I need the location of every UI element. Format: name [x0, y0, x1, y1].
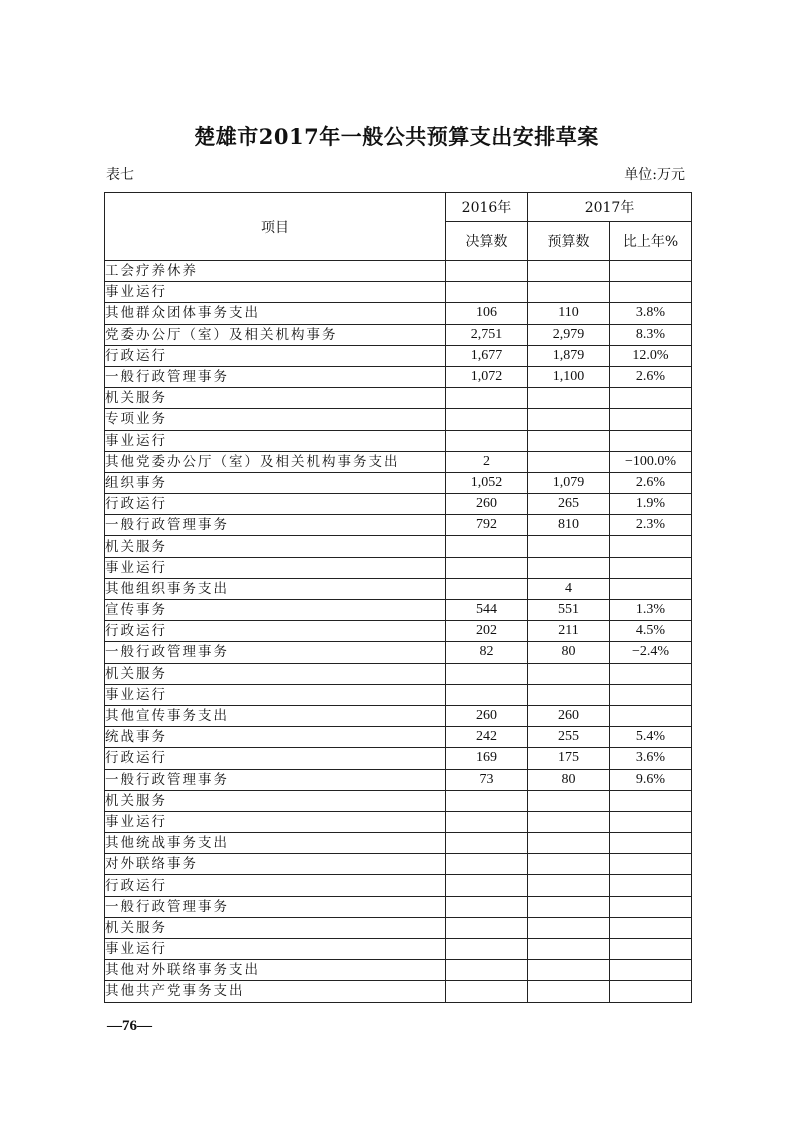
table-row [105, 875, 692, 896]
change-percent-cell: 1.9% [610, 494, 692, 515]
budget-amount-cell [528, 557, 610, 578]
budget-amount-cell: 551 [528, 600, 610, 621]
row-name-cell: 其他共产党事务支出 [105, 981, 446, 1002]
change-percent-cell [610, 282, 692, 303]
final-amount-cell: 106 [446, 303, 528, 324]
final-amount-cell [446, 811, 528, 832]
page-number: —76— [107, 1018, 152, 1034]
table-row [105, 261, 692, 282]
table-row [105, 409, 692, 430]
change-percent-cell [610, 430, 692, 451]
row-name-cell: 事业运行 [105, 684, 446, 705]
budget-amount-cell [528, 282, 610, 303]
table-row [105, 557, 692, 578]
change-percent-cell [610, 790, 692, 811]
table-row [105, 642, 692, 663]
change-percent-cell [610, 811, 692, 832]
row-name-cell: 行政运行 [105, 875, 446, 896]
change-percent-cell [610, 578, 692, 599]
page-title: 楚雄市2017年一般公共预算支出安排草案 [194, 124, 599, 149]
final-amount-cell [446, 833, 528, 854]
change-percent-cell: 1.3% [610, 600, 692, 621]
budget-amount-cell [528, 939, 610, 960]
change-percent-cell [610, 875, 692, 896]
budget-amount-cell [528, 536, 610, 557]
budget-amount-cell [528, 409, 610, 430]
row-name-cell: 事业运行 [105, 282, 446, 303]
final-amount-cell: 2 [446, 451, 528, 472]
table-row [105, 684, 692, 705]
table-row [105, 621, 692, 642]
change-percent-cell [610, 896, 692, 917]
unit-label: 单位:万元 [624, 167, 685, 183]
final-amount-cell: 260 [446, 494, 528, 515]
table-row [105, 663, 692, 684]
budget-amount-cell [528, 811, 610, 832]
final-amount-cell [446, 854, 528, 875]
row-name-cell: 其他对外联络事务支出 [105, 960, 446, 981]
row-name-cell: 机关服务 [105, 663, 446, 684]
final-amount-cell [446, 282, 528, 303]
budget-amount-cell: 1,879 [528, 345, 610, 366]
row-name-cell: 一般行政管理事务 [105, 642, 446, 663]
row-name-cell: 其他党委办公厅（室）及相关机构事务支出 [105, 451, 446, 472]
final-amount-cell: 82 [446, 642, 528, 663]
final-amount-cell [446, 981, 528, 1002]
table-row [105, 430, 692, 451]
row-name-cell: 行政运行 [105, 494, 446, 515]
change-percent-cell [610, 960, 692, 981]
final-amount-cell [446, 536, 528, 557]
row-name-cell: 其他统战事务支出 [105, 833, 446, 854]
budget-amount-cell [528, 833, 610, 854]
change-percent-cell [610, 684, 692, 705]
final-amount-cell: 260 [446, 705, 528, 726]
budget-amount-cell [528, 896, 610, 917]
row-name-cell: 事业运行 [105, 939, 446, 960]
row-name-cell: 其他群众团体事务支出 [105, 303, 446, 324]
budget-amount-cell: 110 [528, 303, 610, 324]
table-row [105, 748, 692, 769]
row-name-cell: 组织事务 [105, 472, 446, 493]
budget-amount-cell [528, 261, 610, 282]
table-row [105, 282, 692, 303]
table-row [105, 515, 692, 536]
header-change-percent: 比上年% [610, 222, 692, 261]
budget-amount-cell: 4 [528, 578, 610, 599]
table-row [105, 854, 692, 875]
budget-amount-cell: 810 [528, 515, 610, 536]
final-amount-cell [446, 960, 528, 981]
final-amount-cell [446, 409, 528, 430]
budget-amount-cell: 211 [528, 621, 610, 642]
table-row [105, 917, 692, 938]
row-name-cell: 事业运行 [105, 430, 446, 451]
row-name-cell: 机关服务 [105, 917, 446, 938]
budget-amount-cell [528, 790, 610, 811]
budget-amount-cell: 2,979 [528, 324, 610, 345]
final-amount-cell: 1,052 [446, 472, 528, 493]
change-percent-cell [610, 854, 692, 875]
budget-amount-cell [528, 981, 610, 1002]
row-name-cell: 机关服务 [105, 790, 446, 811]
row-name-cell: 行政运行 [105, 748, 446, 769]
change-percent-cell: 4.5% [610, 621, 692, 642]
row-name-cell: 党委办公厅（室）及相关机构事务 [105, 324, 446, 345]
row-name-cell: 其他组织事务支出 [105, 578, 446, 599]
budget-amount-cell [528, 430, 610, 451]
budget-amount-cell [528, 388, 610, 409]
final-amount-cell [446, 663, 528, 684]
budget-amount-cell: 1,079 [528, 472, 610, 493]
final-amount-cell: 202 [446, 621, 528, 642]
budget-amount-cell: 175 [528, 748, 610, 769]
row-name-cell: 一般行政管理事务 [105, 366, 446, 387]
final-amount-cell [446, 388, 528, 409]
row-name-cell: 机关服务 [105, 536, 446, 557]
change-percent-cell: 2.6% [610, 472, 692, 493]
change-percent-cell: 9.6% [610, 769, 692, 790]
budget-amount-cell: 80 [528, 642, 610, 663]
final-amount-cell [446, 896, 528, 917]
final-amount-cell [446, 917, 528, 938]
final-amount-cell: 2,751 [446, 324, 528, 345]
table-row [105, 536, 692, 557]
final-amount-cell [446, 939, 528, 960]
change-percent-cell [610, 388, 692, 409]
final-amount-cell: 1,677 [446, 345, 528, 366]
budget-amount-cell [528, 854, 610, 875]
budget-amount-cell: 265 [528, 494, 610, 515]
budget-amount-cell [528, 875, 610, 896]
row-name-cell: 机关服务 [105, 388, 446, 409]
final-amount-cell [446, 875, 528, 896]
row-name-cell: 其他宣传事务支出 [105, 705, 446, 726]
change-percent-cell: 5.4% [610, 727, 692, 748]
row-name-cell: 一般行政管理事务 [105, 896, 446, 917]
table-row [105, 366, 692, 387]
change-percent-cell: −100.0% [610, 451, 692, 472]
table-row [105, 939, 692, 960]
final-amount-cell: 73 [446, 769, 528, 790]
final-amount-cell: 242 [446, 727, 528, 748]
budget-table [104, 192, 692, 1003]
table-row [105, 303, 692, 324]
change-percent-cell: 3.8% [610, 303, 692, 324]
final-amount-cell: 792 [446, 515, 528, 536]
table-body [105, 261, 692, 1003]
budget-amount-cell [528, 451, 610, 472]
row-name-cell: 对外联络事务 [105, 854, 446, 875]
budget-amount-cell [528, 960, 610, 981]
row-name-cell: 事业运行 [105, 557, 446, 578]
final-amount-cell: 544 [446, 600, 528, 621]
final-amount-cell [446, 790, 528, 811]
final-amount-cell: 169 [446, 748, 528, 769]
table-row [105, 451, 692, 472]
row-name-cell: 行政运行 [105, 345, 446, 366]
change-percent-cell: 2.6% [610, 366, 692, 387]
table-row [105, 388, 692, 409]
budget-amount-cell [528, 684, 610, 705]
final-amount-cell [446, 578, 528, 599]
row-name-cell: 统战事务 [105, 727, 446, 748]
change-percent-cell [610, 981, 692, 1002]
table-row [105, 981, 692, 1002]
final-amount-cell: 1,072 [446, 366, 528, 387]
change-percent-cell [610, 663, 692, 684]
row-name-cell: 宣传事务 [105, 600, 446, 621]
change-percent-cell [610, 536, 692, 557]
header-budget-amount: 预算数 [528, 222, 610, 261]
row-name-cell: 专项业务 [105, 409, 446, 430]
change-percent-cell: 8.3% [610, 324, 692, 345]
table-row [105, 324, 692, 345]
budget-amount-cell: 1,100 [528, 366, 610, 387]
change-percent-cell [610, 557, 692, 578]
budget-amount-cell [528, 917, 610, 938]
table-row [105, 345, 692, 366]
budget-amount-cell [528, 663, 610, 684]
header-final-amount: 决算数 [446, 222, 528, 261]
table-row [105, 769, 692, 790]
change-percent-cell [610, 917, 692, 938]
final-amount-cell [446, 261, 528, 282]
budget-amount-cell: 260 [528, 705, 610, 726]
table-row [105, 960, 692, 981]
table-row [105, 705, 692, 726]
change-percent-cell: 12.0% [610, 345, 692, 366]
table-row [105, 727, 692, 748]
row-name-cell: 一般行政管理事务 [105, 515, 446, 536]
table-row [105, 790, 692, 811]
table-row [105, 578, 692, 599]
row-name-cell: 一般行政管理事务 [105, 769, 446, 790]
row-name-cell: 事业运行 [105, 811, 446, 832]
table-row [105, 494, 692, 515]
change-percent-cell: −2.4% [610, 642, 692, 663]
header-2016: 2016年 [446, 193, 528, 222]
header-2017: 2017年 [528, 193, 692, 222]
change-percent-cell [610, 939, 692, 960]
final-amount-cell [446, 430, 528, 451]
table-row [105, 811, 692, 832]
final-amount-cell [446, 684, 528, 705]
change-percent-cell [610, 261, 692, 282]
table-row [105, 896, 692, 917]
budget-amount-cell: 80 [528, 769, 610, 790]
change-percent-cell: 3.6% [610, 748, 692, 769]
change-percent-cell [610, 705, 692, 726]
table-number: 表七 [106, 167, 134, 183]
table-row [105, 600, 692, 621]
row-name-cell: 行政运行 [105, 621, 446, 642]
table-row [105, 833, 692, 854]
change-percent-cell: 2.3% [610, 515, 692, 536]
final-amount-cell [446, 557, 528, 578]
change-percent-cell [610, 409, 692, 430]
header-item: 项目 [105, 193, 446, 261]
change-percent-cell [610, 833, 692, 854]
table-row [105, 472, 692, 493]
budget-amount-cell: 255 [528, 727, 610, 748]
row-name-cell: 工会疗养休养 [105, 261, 446, 282]
